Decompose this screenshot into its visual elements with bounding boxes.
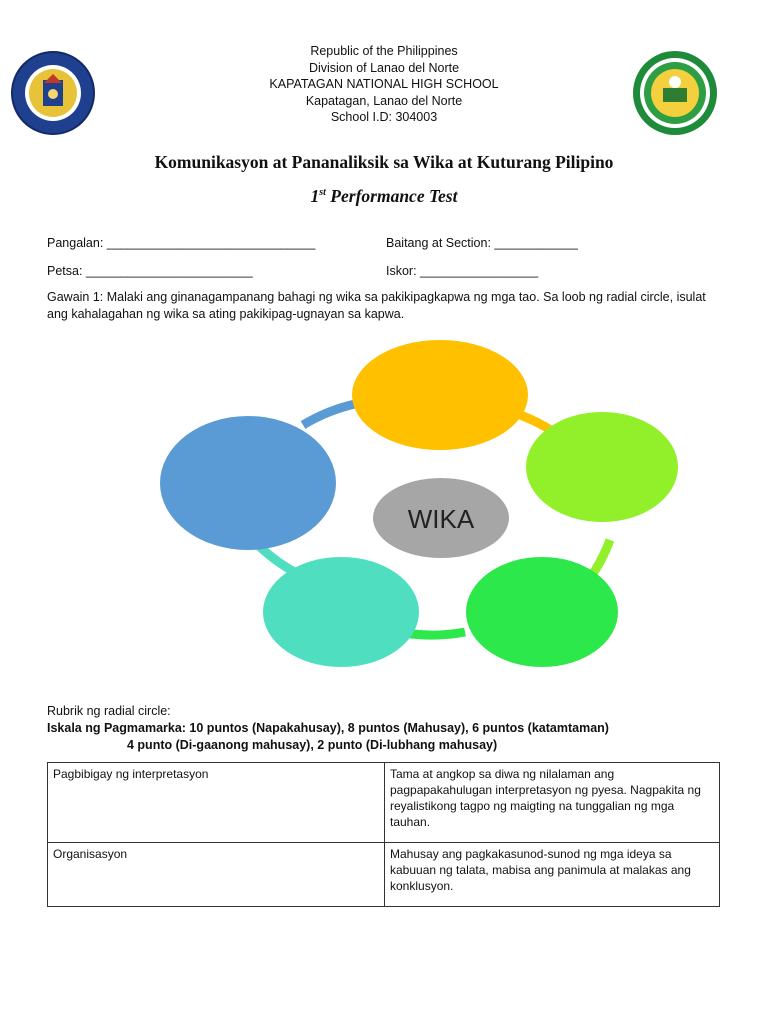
criterion-cell: Pagbibigay ng interpretasyon xyxy=(48,763,385,843)
criterion-cell: Organisasyon xyxy=(48,843,385,907)
document-title: Komunikasyon at Pananaliksik sa Wika at Kuturang Pilipino xyxy=(154,152,614,172)
header-line: KAPATAGAN NATIONAL HIGH SCHOOL xyxy=(269,77,499,92)
grade-section-field[interactable]: Baitang at Section: ____________ xyxy=(386,236,578,250)
table-row xyxy=(48,763,720,843)
rubric-heading-block xyxy=(47,703,609,754)
name-field[interactable]: Pangalan: ______________________________ xyxy=(47,236,316,250)
radial-node xyxy=(466,557,618,667)
subtitle-number: 1 xyxy=(310,186,320,206)
scale-line-1: Iskala ng Pagmamarka: 10 puntos (Napakahusay), 8 puntos (Mahusay), 6 puntos (katamtaman) xyxy=(47,721,609,735)
table-row xyxy=(48,843,720,907)
date-field[interactable]: Petsa: ________________________ xyxy=(47,264,253,278)
header-line: Kapatagan, Lanao del Norte xyxy=(305,93,463,108)
header-line: School I.D: 304003 xyxy=(330,110,438,125)
scale-line-2: 4 punto (Di-gaanong mahusay), 2 punto (Di-lubhang mahusay) xyxy=(127,738,498,752)
rubric-heading: Rubrik ng radial circle: xyxy=(47,704,171,718)
radial-node xyxy=(352,340,528,450)
radial-node xyxy=(160,416,336,550)
center-label: WIKA xyxy=(407,504,475,534)
header-line: Republic of the Philippines xyxy=(310,44,458,58)
header-line: Division of Lanao del Norte xyxy=(308,60,460,75)
radial-node xyxy=(526,412,678,522)
instructions: Gawain 1: Malaki ang ginanagampanang bahagi ng wika sa pakikipagkapwa ng mga tao. Sa loob ng radial circle, isulat ang kahalagahan ng wika sa ating pakikipag-ugnayan sa kapwa. xyxy=(47,290,706,321)
description-cell: Tama at angkop sa diwa ng nilalaman ang pagpapakahulugan interpretasyon ng pyesa. Nagpakita ng reyalistikong tagpo ng maigting na tunggalian ng mga tauhan. xyxy=(385,763,720,843)
score-field[interactable]: Iskor: _________________ xyxy=(386,264,539,278)
ring-segment xyxy=(405,632,465,635)
subtitle-ordinal: st xyxy=(319,187,326,199)
description-cell: Mahusay ang pagkakasunod-sunod ng mga ideya sa kabuuan ng talata, mabisa ang panimula at malakas ang konklusyon. xyxy=(385,843,720,907)
subtitle-text: Performance Test xyxy=(325,186,458,206)
rubric-table xyxy=(47,762,720,907)
radial-node xyxy=(263,557,419,667)
ring-segment xyxy=(303,404,355,425)
